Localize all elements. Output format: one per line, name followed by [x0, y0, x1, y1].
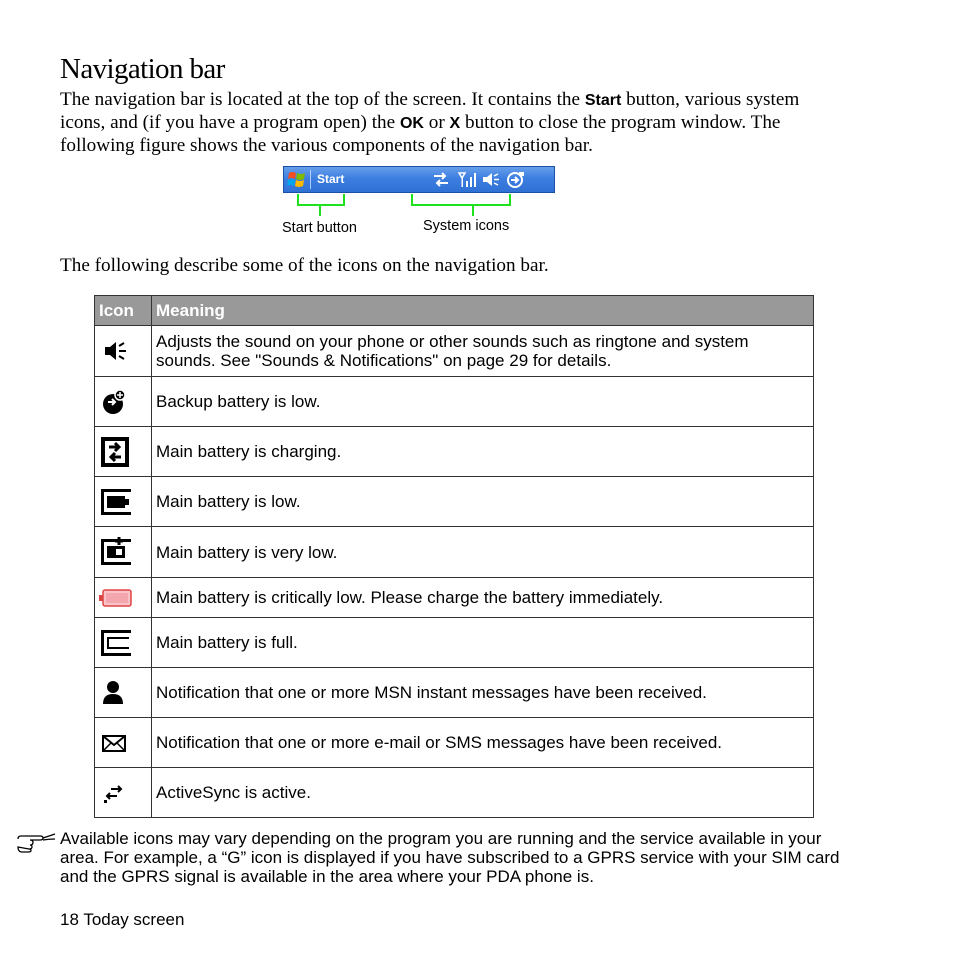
- system-icons-bracket-tick: [472, 206, 474, 216]
- icon-cell: [95, 527, 152, 578]
- navigation-bar-figure: [283, 166, 555, 193]
- start-button-label: Start button: [282, 220, 357, 236]
- icon-cell: [95, 668, 152, 718]
- icon-cell: [95, 618, 152, 668]
- header-meaning: Meaning: [152, 296, 814, 326]
- windows-flag-icon: [287, 170, 307, 189]
- meaning-cell: Main battery is critically low. Please charge the battery immediately.: [152, 578, 814, 618]
- start-bracket-tick: [319, 206, 321, 216]
- backup-battery-low-icon: [99, 387, 129, 417]
- envelope-icon: [99, 731, 129, 755]
- activesync-icon: [99, 780, 129, 806]
- icon-table: [94, 295, 814, 818]
- page-footer: 18 Today screen: [60, 910, 185, 929]
- table-row: [95, 768, 814, 818]
- meaning-cell: Main battery is full.: [152, 618, 814, 668]
- icon-cell: [95, 578, 152, 618]
- table-row: [95, 377, 814, 427]
- page-heading: Navigation bar: [60, 53, 225, 85]
- table-header-row: [95, 296, 814, 326]
- speaker-icon: [481, 171, 501, 188]
- note-text: Available icons may vary depending on the program you are running and the service available in your area. For example, a “G” icon is displayed if you have subscribed to a GPRS service with your SIM card and the GPRS signal is available in the area where your PDA phone is.: [60, 829, 840, 886]
- intro-paragraph: [60, 89, 840, 157]
- table-row: [95, 578, 814, 618]
- meaning-cell: Notification that one or more e-mail or SMS messages have been received.: [152, 718, 814, 768]
- icon-cell: [95, 768, 152, 818]
- meaning-cell: Main battery is very low.: [152, 527, 814, 578]
- system-icons-label: System icons: [423, 218, 510, 234]
- table-row: [95, 427, 814, 477]
- meaning-cell: Main battery is low.: [152, 477, 814, 527]
- ok-keyword: OK: [399, 115, 424, 132]
- table-row: [95, 618, 814, 668]
- system-icons-bracket: [411, 194, 511, 206]
- signal-strength-icon: [457, 171, 477, 188]
- meaning-cell: Main battery is charging.: [152, 427, 814, 477]
- start-separator: [310, 170, 311, 189]
- icon-cell: [95, 718, 152, 768]
- meaning-cell: Backup battery is low.: [152, 377, 814, 427]
- pointing-hand-icon: [16, 831, 58, 853]
- speaker-volume-icon: [99, 337, 129, 365]
- icon-cell: [95, 427, 152, 477]
- meaning-cell: Notification that one or more MSN instant messages have been received.: [152, 668, 814, 718]
- start-button-text: Start: [317, 172, 345, 186]
- battery-low-icon: [99, 485, 133, 519]
- meaning-cell: ActiveSync is active.: [152, 768, 814, 818]
- table-intro: The following describe some of the icons on the navigation bar.: [60, 255, 549, 276]
- start-keyword: Start: [584, 92, 622, 109]
- intro-text-1: The navigation bar is located at the top of the screen. It contains the: [60, 89, 585, 110]
- table-row: [95, 668, 814, 718]
- header-icon: Icon: [95, 296, 152, 326]
- icon-cell: [95, 326, 152, 377]
- connection-arrows-icon: [431, 171, 451, 188]
- table-row: [95, 477, 814, 527]
- table-row: [95, 718, 814, 768]
- table-row: [95, 527, 814, 578]
- battery-charging-icon: [504, 171, 526, 188]
- icon-cell: [95, 477, 152, 527]
- msn-person-icon: [99, 678, 129, 708]
- intro-text-2: button, various system icons, and (if you have a program open) the: [60, 89, 800, 133]
- start-bracket: [297, 194, 345, 206]
- x-keyword: X: [449, 115, 461, 132]
- meaning-cell: Adjusts the sound on your phone or other sounds such as ringtone and system sounds. See "Sounds & Notifications" on page 29 for details.: [152, 326, 814, 377]
- battery-full-icon: [99, 626, 133, 660]
- battery-critical-icon: [99, 588, 133, 608]
- icon-cell: [95, 377, 152, 427]
- battery-charging-icon: [99, 435, 131, 469]
- intro-text-3: or: [423, 112, 450, 133]
- intro-text-4: button to close the program window. The following figure shows the various components of the navigation bar.: [60, 112, 781, 156]
- battery-very-low-icon: [99, 535, 133, 569]
- table-row: [95, 326, 814, 377]
